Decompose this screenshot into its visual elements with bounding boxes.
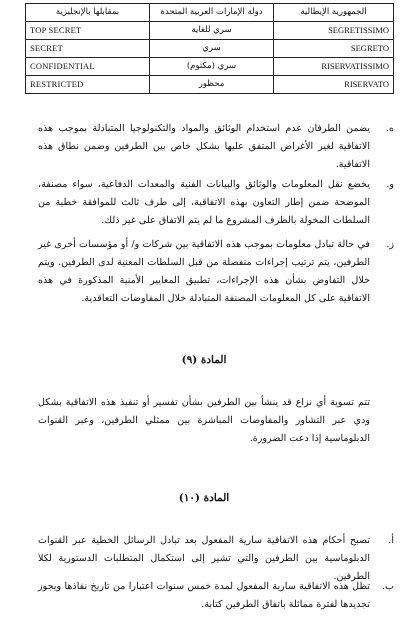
paragraph-text: تصبح أحكام هذه الاتفاقية سارية المفعول بعد تبادل الرسائل الخطية عبر القنوات الدبلوماسية بين الطرفين والتي تشير إلى استكمال المتطلبات الدستورية لكلا الطرفين. [38,535,370,582]
header-english: بمقابلها بالإنجليزية [26,4,150,22]
cell-italian: RISERVATO [274,76,394,94]
cell-italian: SEGRETISSIMO [274,22,394,40]
paragraph-w [38,176,394,230]
article-10-heading: المادة (١٠) [178,492,230,504]
paragraph-text: يخضع نقل المعلومات والوثائق والبيانات الفنية والمعدات الدفاعية، سواء مصنفة، الموضحة ضمن إطار التعاون بهذه الاتفاقية، إلى طرف ثالث للموافقة خطية من السلطات المخولة بالطرف المشروع ما لم يتم الاتفاق على غير ذلك. [38,179,370,226]
classification-table [25,3,394,94]
paragraph-text: يضمن الطرفان عدم استخدام الوثائق والمواد والتكنولوجيا المتبادلة بموجب هذه الاتفاقية لغير الأغراض المتفق عليها بشكل خاص بين الطرفين وضمن نطاق هذه الاتفاقية. [38,123,370,170]
cell-english: RESTRICTED [26,76,150,94]
paragraph-label: ب. [381,581,394,592]
table-row [26,76,394,94]
paragraph-h [38,120,394,174]
paragraph-text: تظل هذه الاتفاقية سارية المفعول لمدة خمس سنوات اعتبارا من تاريخ نفاذها ويجوز تجديدها لفترة مماثلة باتفاق الطرفين كتابة. [38,581,370,610]
article-9-heading: المادة (٩) [181,354,227,366]
table-row [26,22,394,40]
article-9-paragraph [38,394,370,448]
cell-italian: SEGRETO [274,40,394,58]
cell-english: CONFIDENTIAL [26,58,150,76]
paragraph-b [38,578,394,614]
paragraph-label: أ. [388,535,394,546]
table-header-row [26,4,394,22]
cell-arabic: سري (مكتوم) [150,58,274,76]
cell-arabic: محظور [150,76,274,94]
cell-arabic: سري [150,40,274,58]
header-uae: دولة الإمارات العربية المتحدة [150,4,274,22]
cell-arabic: سري للغاية [150,22,274,40]
cell-italian: RISERVATISSIMO [274,58,394,76]
cell-english: TOP SECRET [26,22,150,40]
paragraph-label: ه. [385,123,394,134]
paragraph-text: في حالة تبادل معلومات بموجب هذه الاتفاقية بين شركات و/ أو مؤسسات أخرى غير الطرفين، يتم ترتيب إجراءات منفصلة من قبل السلطات المعنية لدى الطرفين. ويتم خلال التفاوض بشأن هذه الإجراءات، تطبيق المعايير الأمنية المذكورة في هذه الاتفاقية على كل المعلومات المصنفة المتبادلة خلال المفاوضات التعاقدية. [38,239,370,304]
header-italy: الجمهورية الإيطالية [274,4,394,22]
paragraph-z [38,236,394,308]
cell-english: SECRET [26,40,150,58]
paragraph-label: ز. [386,239,394,250]
table-row [26,58,394,76]
paragraph-text: تتم تسوية أي نزاع قد ينشأ بين الطرفين بشأن تفسير أو تنفيذ هذه الاتفاقية بشكل ودي عبر التشاور والمفاوضات المباشرة بين ممثلي الطرفين، وعبر القنوات الدبلوماسية إذا دعت الضرورة. [38,397,370,444]
paragraph-label: و. [386,179,394,190]
table-row [26,40,394,58]
